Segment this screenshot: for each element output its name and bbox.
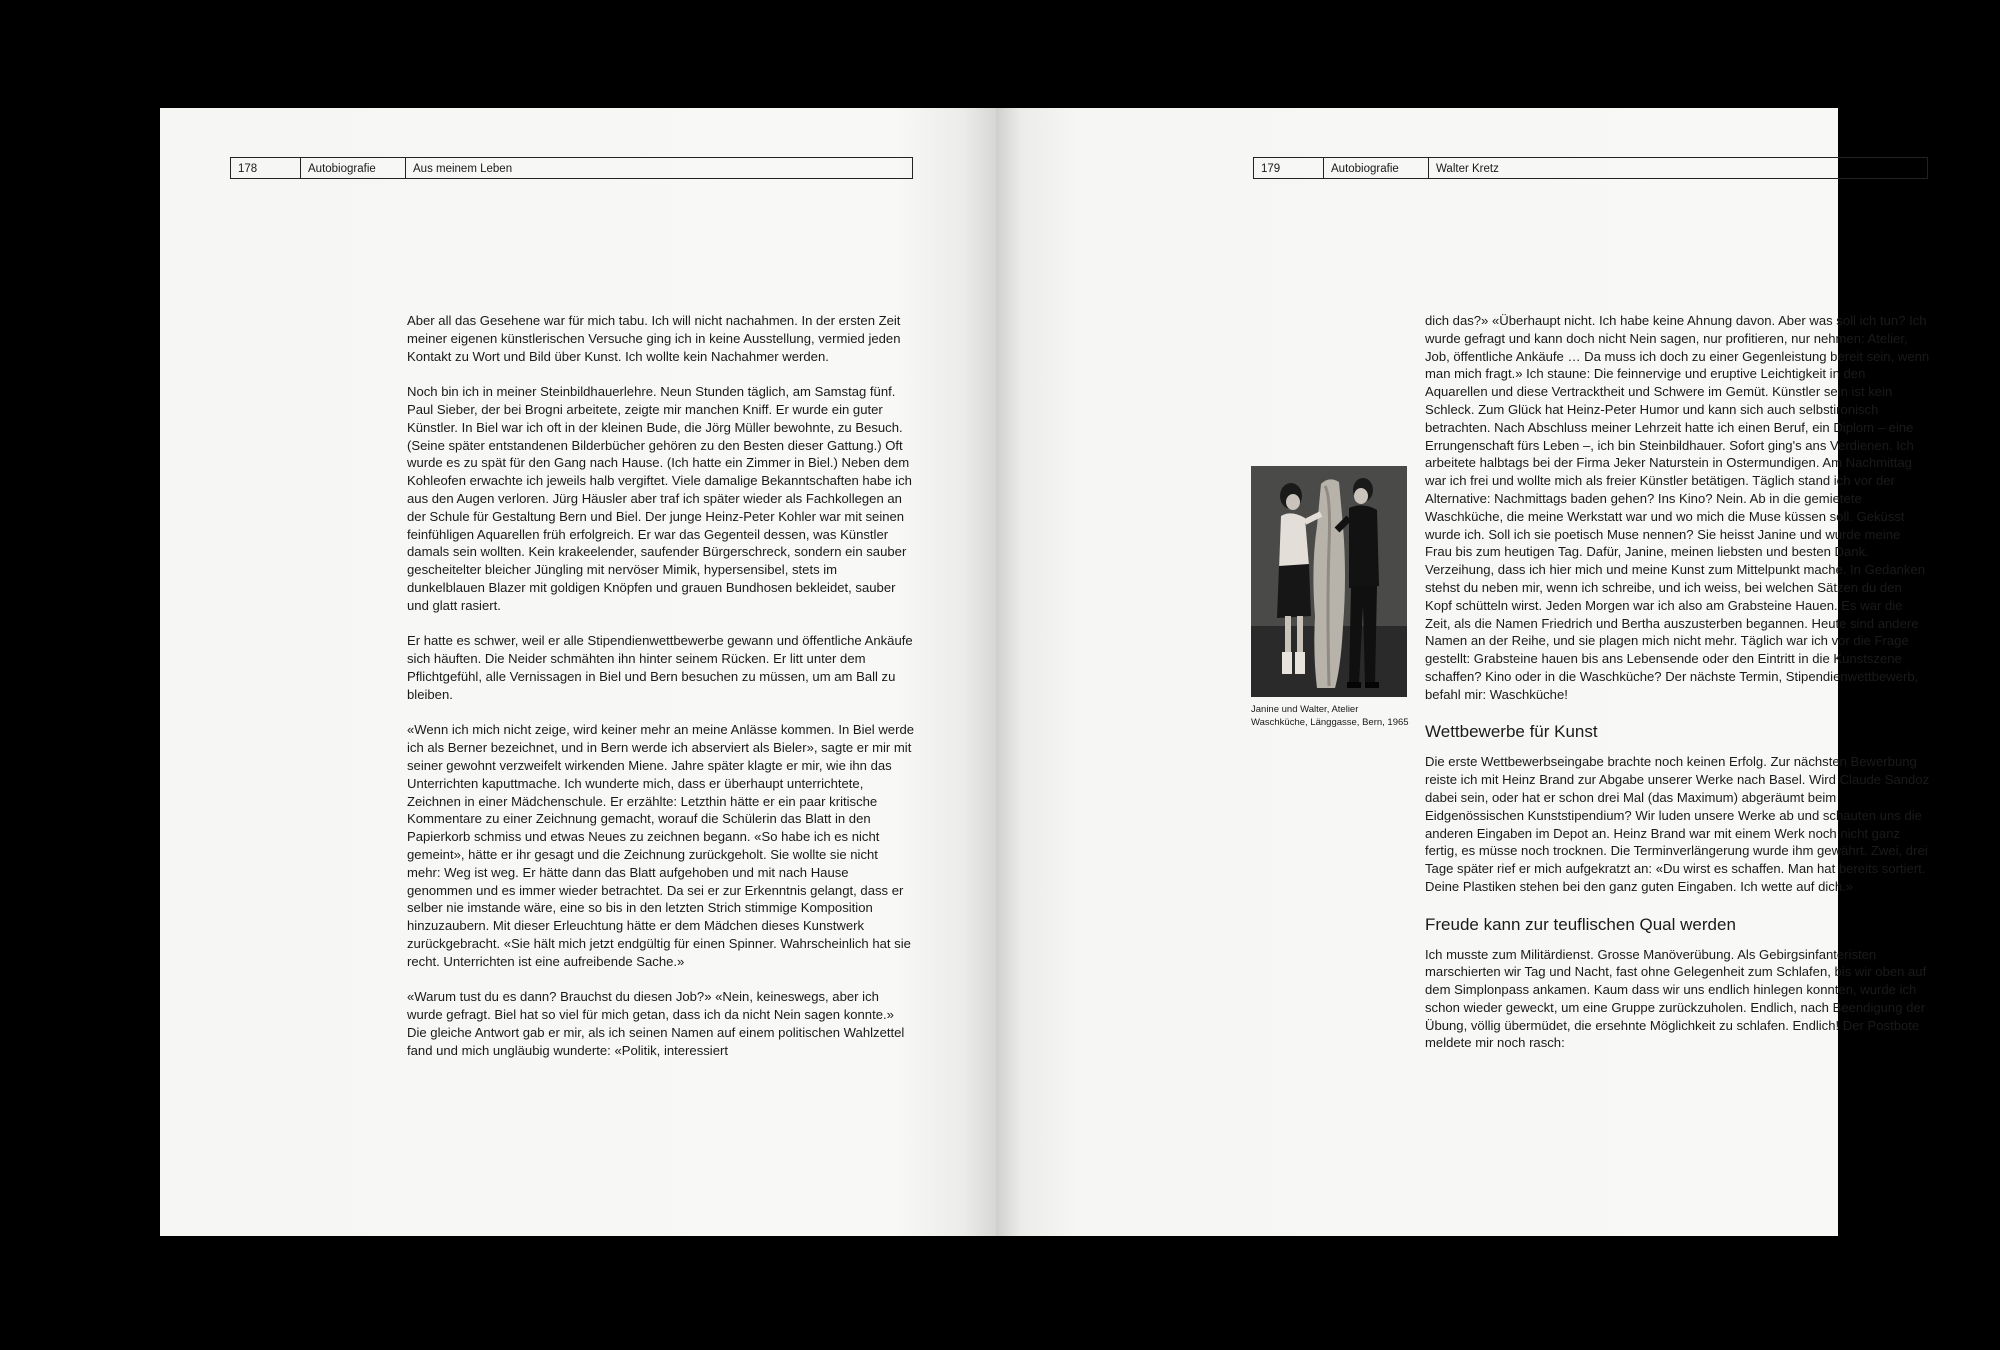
chapter-label: Aus meinem Leben (413, 163, 513, 175)
book-spread (160, 108, 1930, 1236)
photo-caption: Janine und Walter, Atelier Waschküche, Länggasse, Bern, 1965 (1251, 704, 1409, 728)
paragraph: «Warum tust du es dann? Brauchst du diesen Job?» «Nein, keineswegs, aber ich wurde gefragt. Biel hat so viel für mich getan, dass ich da nicht Nein sagen konnte.» Die gleiche Antwort gab er mir, als ich seinen Namen auf einem politischen Wahlzettel fand und mich ungläubig wunderte: «Politik, interessiert (407, 989, 905, 1058)
paragraph: Noch bin ich in meiner Steinbildhauerlehre. Neun Stunden täglich, am Samstag fünf. Paul Sieber, der bei Brogni arbeitete, zeigte mir manchen Kniff. Er wurde ein guter Künstler. In Biel war ich oft in der kleinen Bude, die Jörg Müller bewohnte, zu Besuch. (Seine später entstandenen Bilderbücher gehören zu den Besten dieser Gattung.) Oft wurde es zu spät für den Gang nach Hause. (Ich hatte ein Zimmer in Biel.) Neben dem Kohleofen erwachte ich jeweils halb vergiftet. Viele damalige Bekanntschaften habe ich aus den Augen verloren. Jürg Häusler aber traf ich später wieder als Fachkollegen an der Schule für Gestaltung Bern und Biel. Der junge Heinz-Peter Kohler war mit seinen feinfühligen Aquarellen früh erfolgreich. Er war das Gegenteil dessen, was Künstler damals sein wollten. Kein krakeelender, saufender Bürgerschreck, sondern ein sauber gescheitelter bleicher Jüngling mit nervöser Mimik, hypersensibel, stets im dunkelblauen Blazer mit goldigen Knöpfen und grauen Bundhosen bekleidet, sauber und glatt rasiert. (407, 384, 912, 613)
section-heading: Freude kann zur teuflischen Qual werden (1425, 914, 1736, 934)
section-heading: Wettbewerbe für Kunst (1425, 722, 1598, 742)
photo-janine-and-walter (1251, 466, 1407, 697)
page-number: 179 (1254, 158, 1324, 178)
paragraph: dich das?» «Überhaupt nicht. Ich habe keine Ahnung davon. Aber was soll ich tun? Ich wurde gefragt und kann doch nicht Nein sagen, nur profitieren, nur nehmen: Atelier, Job, öffentliche Ankäufe … Da muss ich doch zu einer Gegenleistung bereit sein, wenn man mich fragt.» Ich staune: Die feinnervige und eruptive Leichtigkeit in den Aquarellen und diese Vertracktheit und Schwere im Gemüt. Künstler sein ist kein Schleck. Zum Glück hat Heinz-Peter Humor und kann sich auch selbstironisch betrachten. Nach Abschluss meiner Lehrzeit hatte ich einen Beruf, ein Diplom – eine Errungenschaft fürs Leben –, ich bin Steinbildhauer. Sofort ging's ans Verdienen. Ich arbeitete halbtags bei der Firma Jeker Naturstein in Ostermundigen. Am Nachmittag war ich frei und wollte mich als freier Künstler betätigen. Täglich stand ich vor der Alternative: Nachmittags baden gehen? Ins Kino? Nein. Ab in die gemietete Waschküche, die meine Werkstatt war und wo mich die Muse küssen soll. Geküsst wurde ich. Soll ich sie poetisch Muse nennen? Sie heisst Janine und wurde meine Frau bis zum heutigen Tag. Dafür, Janine, meinen liebsten und besten Dank. Verzeihung, dass ich hier mich und meine Kunst zum Mittelpunkt mache. In Gedanken stehst du neben mir, wenn ich schreibe, und ich weiss, bei welchen Sätzen du den Kopf schütteln wirst. Jeden Morgen war ich also am Grabsteine Hauen. Es war die Zeit, als die Namen Friedrich und Bertha auszusterben begannen. Heute sind andere Namen an der Reihe, und sie plagen mich nicht mehr. Täglich war ich vor die Frage gestellt: Grabsteine hauen bis ans Lebensende oder den Eintritt in die Kunstszene schaffen? Kino oder in die Waschküche? Der nächste Termin, Stipendienwettbewerb, befahl mir: Waschküche! (1425, 313, 1930, 702)
running-header-right (1253, 157, 1928, 179)
paragraph: Ich musste zum Militärdienst. Grosse Manöverübung. Als Gebirgsinfanteristen marschierten wir Tag und Nacht, fast ohne Gelegenheit zum Schlafen, bis wir oben auf dem Simplonpass ankamen. Kaum dass wir uns endlich hinlegen konnten, wurde ich schon wieder geweckt, um eine Gruppe zurückzuholen. Endlich, nach Beendigung der Übung, völlig übermüdet, die ersehnte Möglichkeit zu schlafen. Endlich! Der Postbote meldete mir noch rasch: (1425, 946, 1927, 1051)
section-label: Autobiografie (1324, 158, 1429, 178)
section-label: Autobiografie (301, 158, 406, 178)
paragraph: Aber all das Gesehene war für mich tabu. Ich will nicht nachahmen. In der ersten Zeit meiner eigenen künstlerischen Versuche ging ich in keine Ausstellung, vermied jeden Kontakt zu Wort und Bild über Kunst. Ich wollte kein Nachahmer werden. (407, 313, 901, 364)
page-number: 178 (231, 158, 301, 178)
paragraph: Die erste Wettbewerbseingabe brachte noch keinen Erfolg. Zur nächsten Bewerbung reiste ich mit Heinz Brand zur Abgabe unserer Werke nach Basel. Wird Claude Sandoz dabei sein, oder hat er schon drei Mal (das Maximum) abgeräumt beim Eidgenössischen Kunststipendium? Wir luden unsere Werke ab und schauten uns die anderen Eingaben im Depot an. Heinz Brand war mit einem Werk noch nicht ganz fertig, es müsse noch trocknen. Die Terminverlängerung wurde ihm gewährt. Zwei, drei Tage später rief er mich aufgekratzt an: «Du wirst es schaffen. Man hat bereits sortiert. Deine Plastiken stehen bei den ganz guten Eingaben. Ich wette auf dich.» (1425, 754, 1930, 894)
paragraph: «Wenn ich mich nicht zeige, wird keiner mehr an meine Anlässe kommen. In Biel werde ich als Berner bezeichnet, und in Bern werde ich abserviert als Bieler», sagte er mir mit seiner gewohnt verzweifelt wirkenden Miene. Jahre später klagte er mir, wie ihn das Unterrichten kaputtmache. Ich wunderte mich, dass er überhaupt unterrichtete, Zeichnen in einer Mädchenschule. Er erzählte: Letzthin hätte er ein paar kritische Kommentare zu einer Zeichnung gemacht, worauf die Schülerin das Blatt in den Papierkorb schmiss und etwas Neues zu zeichnen begann. «So habe ich es nicht gemeint», hätte er ihr gesagt und die Zeichnung zurückgeholt. Sie wollte sie nicht mehr: Weg ist weg. Er hätte dann das Blatt aufgehoben und mit nach Hause genommen und es immer wieder betrachtet. Da sei er zur Erkenntnis gelangt, dass er selber nie imstande wäre, eine so bis in den letzten Strich stimmige Komposition hinzuzaubern. Mit dieser Erleuchtung hätte er dem Mädchen dieses Kunstwerk zurückgebracht. «Sie hält mich jetzt endgültig für einen Spinner. Wahrscheinlich hat sie recht. Unterrichten ist eine aufreibende Sache.» (407, 722, 915, 969)
body-text-left (407, 312, 915, 1077)
chapter-label: Walter Kretz (1436, 163, 1499, 175)
paragraph: Er hatte es schwer, weil er alle Stipendienwettbewerbe gewann und öffentliche Ankäufe sich häuften. Die Neider schmähten ihn hinter seinem Rücken. Er litt unter dem Pflichtgefühl, alle Vernissagen in Biel und Bern besuchen zu müssen, um am Ball zu bleiben. (407, 633, 913, 702)
right-page (996, 108, 1930, 1236)
left-page (160, 108, 996, 1236)
running-header-left (230, 157, 913, 179)
body-text-right (1425, 312, 1930, 1070)
